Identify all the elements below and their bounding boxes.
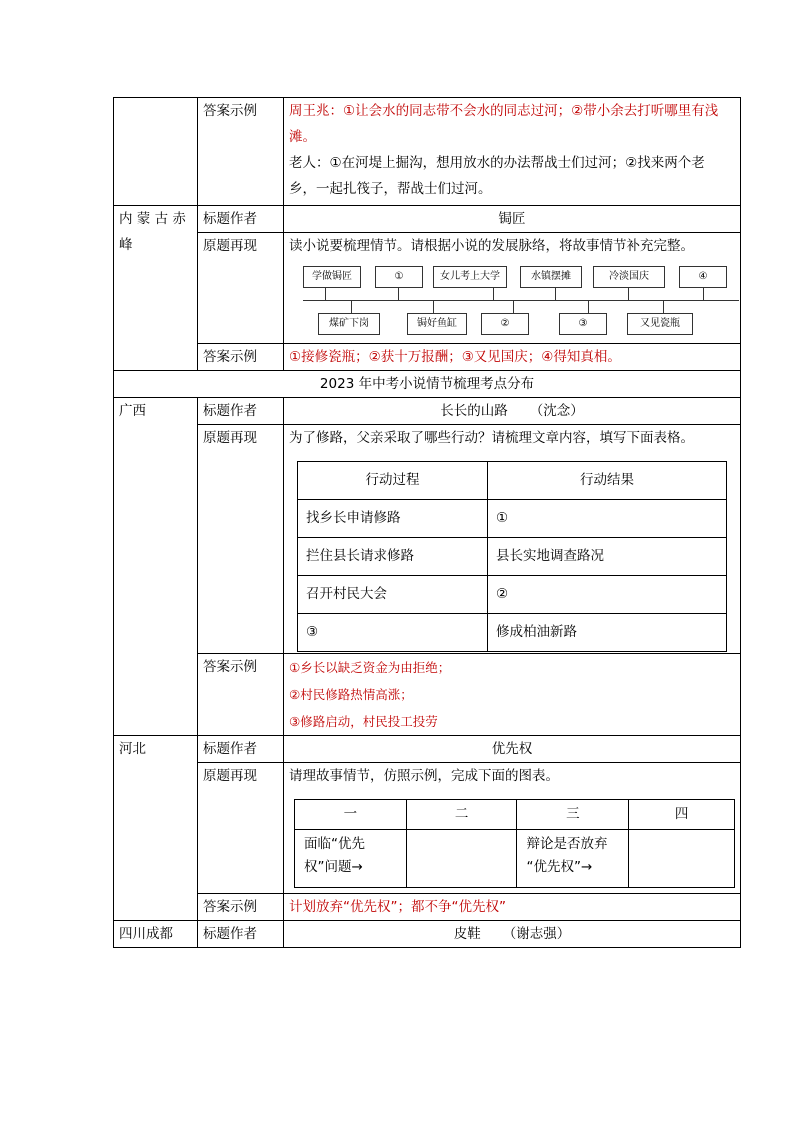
plot-fishbone-diagram [303, 263, 739, 337]
answer-cell [284, 654, 741, 736]
table-cell: 拦住县长请求修路 [298, 538, 488, 576]
section-title: 2023 年中考小说情节梳理考点分布 [114, 371, 741, 398]
fishbone-box: ③ [559, 313, 607, 335]
connector-line [433, 301, 434, 313]
connector-line [493, 287, 494, 300]
table-row [298, 614, 727, 652]
row-label: 答案示例 [198, 894, 284, 921]
answer-cell: 计划放弃“优先权”；都不争“优先权” [284, 894, 741, 921]
action-table [297, 461, 727, 652]
table-row [114, 371, 741, 398]
question-text: 为了修路，父亲采取了哪些行动？请梳理文章内容，填写下面表格。 [289, 430, 694, 446]
row-label: 答案示例 [198, 654, 284, 736]
connector-line [628, 287, 629, 300]
answer-line: ③修路启动，村民投工投劳 [289, 714, 438, 729]
question-text: 请理故事情节，仿照示例，完成下面的图表。 [289, 768, 559, 784]
title-cell: 优先权 [284, 736, 741, 763]
column-header: 二 [406, 800, 517, 830]
table-row [114, 894, 741, 921]
row-label: 标题作者 [198, 398, 284, 425]
answer-line: ②村民修路热情高涨； [289, 687, 413, 702]
region-cell: 四川成都 [114, 921, 198, 948]
question-cell [284, 233, 741, 344]
row-label: 原题再现 [198, 763, 284, 894]
connector-line [555, 287, 556, 300]
row-label: 答案示例 [198, 98, 284, 206]
title-cell [284, 921, 741, 948]
story-author: （谢志强） [502, 926, 571, 942]
title-cell [284, 398, 741, 425]
plot-chart-table [294, 799, 735, 888]
row-label: 答案示例 [198, 344, 284, 371]
answer-line: ①乡长以缺乏资金为由拒绝； [289, 660, 451, 675]
table-row [114, 98, 741, 206]
row-label: 标题作者 [198, 736, 284, 763]
table-cell [629, 830, 735, 888]
region-cell: 河北 [114, 736, 198, 921]
table-cell: 县长实地调查路况 [488, 538, 727, 576]
question-text: 读小说要梳理情节。请根据小说的发展脉络，将故事情节补充完整。 [289, 238, 694, 254]
document-page [113, 97, 740, 948]
table-row [295, 800, 735, 830]
table-row [114, 206, 741, 233]
column-header: 四 [629, 800, 735, 830]
fishbone-box: 锔好鱼缸 [407, 313, 467, 335]
column-header: 行动过程 [298, 462, 488, 500]
cell-line: 辩论是否放弃 [526, 836, 608, 852]
table-cell: 修成柏油新路 [488, 614, 727, 652]
fishbone-box: ① [375, 266, 423, 288]
connector-line [588, 301, 589, 313]
table-row [114, 921, 741, 948]
cell-line: 权”问题→ [304, 859, 363, 875]
table-cell [517, 830, 629, 888]
table-row [114, 763, 741, 894]
connector-line [325, 287, 326, 300]
table-cell: ① [488, 500, 727, 538]
region-name: 内 蒙 古 赤 [119, 211, 186, 227]
answer-line: 乡，一起扎筏子，帮战士们过河。 [289, 181, 492, 197]
column-header: 行动结果 [488, 462, 727, 500]
table-row [298, 576, 727, 614]
row-label: 标题作者 [198, 921, 284, 948]
table-cell: 找乡长申请修路 [298, 500, 488, 538]
answer-cell: ①接修瓷瓶；②获十万报酬；③又见国庆；④得知真相。 [284, 344, 741, 371]
answer-line: 老人：①在河堤上掘沟，想用放水的办法帮战士们过河；②找来两个老 [289, 155, 705, 171]
answer-line: 滩。 [289, 129, 316, 145]
region-cell [114, 98, 198, 206]
column-header: 一 [295, 800, 407, 830]
table-row [295, 830, 735, 888]
table-cell: ③ [298, 614, 488, 652]
table-cell: ② [488, 576, 727, 614]
region-cell [114, 206, 198, 371]
spine-line [303, 300, 739, 301]
cell-line: “优先权”→ [526, 859, 593, 875]
table-row [298, 538, 727, 576]
cell-line: 面临“优先 [304, 836, 365, 852]
fishbone-box: ④ [679, 266, 727, 288]
question-cell [284, 425, 741, 654]
table-row [114, 654, 741, 736]
connector-line [351, 301, 352, 313]
table-row [298, 462, 727, 500]
answer-line: 周王兆：①让会水的同志带不会水的同志过河；②带小余去打听哪里有浅 [289, 103, 719, 119]
fishbone-box: 又见瓷瓶 [627, 313, 693, 335]
column-header: 三 [517, 800, 629, 830]
table-row [114, 398, 741, 425]
story-title: 皮鞋 [453, 926, 481, 942]
row-label: 原题再现 [198, 233, 284, 344]
story-author: （沈念） [529, 403, 584, 419]
fishbone-box: 煤矿下岗 [318, 313, 380, 335]
fishbone-box: 女儿考上大学 [433, 266, 507, 288]
row-label: 标题作者 [198, 206, 284, 233]
table-cell [406, 830, 517, 888]
table-row [114, 233, 741, 344]
connector-line [513, 301, 514, 313]
row-label: 原题再现 [198, 425, 284, 654]
connector-line [398, 287, 399, 300]
story-title: 长长的山路 [440, 403, 508, 419]
region-name: 峰 [119, 237, 133, 253]
title-cell: 锔匠 [284, 206, 741, 233]
fishbone-box: 水镇摆摊 [520, 266, 582, 288]
table-cell: 召开村民大会 [298, 576, 488, 614]
region-cell: 广西 [114, 398, 198, 736]
connector-line [703, 287, 704, 300]
table-row [114, 344, 741, 371]
exam-analysis-table [113, 97, 741, 948]
question-cell [284, 763, 741, 894]
table-row [114, 425, 741, 654]
answer-cell [284, 98, 741, 206]
fishbone-box: 冷淡国庆 [593, 266, 665, 288]
table-cell [295, 830, 407, 888]
fishbone-box: 学做锔匠 [303, 266, 361, 288]
fishbone-box: ② [481, 313, 529, 335]
table-row [298, 500, 727, 538]
table-row [114, 736, 741, 763]
connector-line [663, 301, 664, 313]
